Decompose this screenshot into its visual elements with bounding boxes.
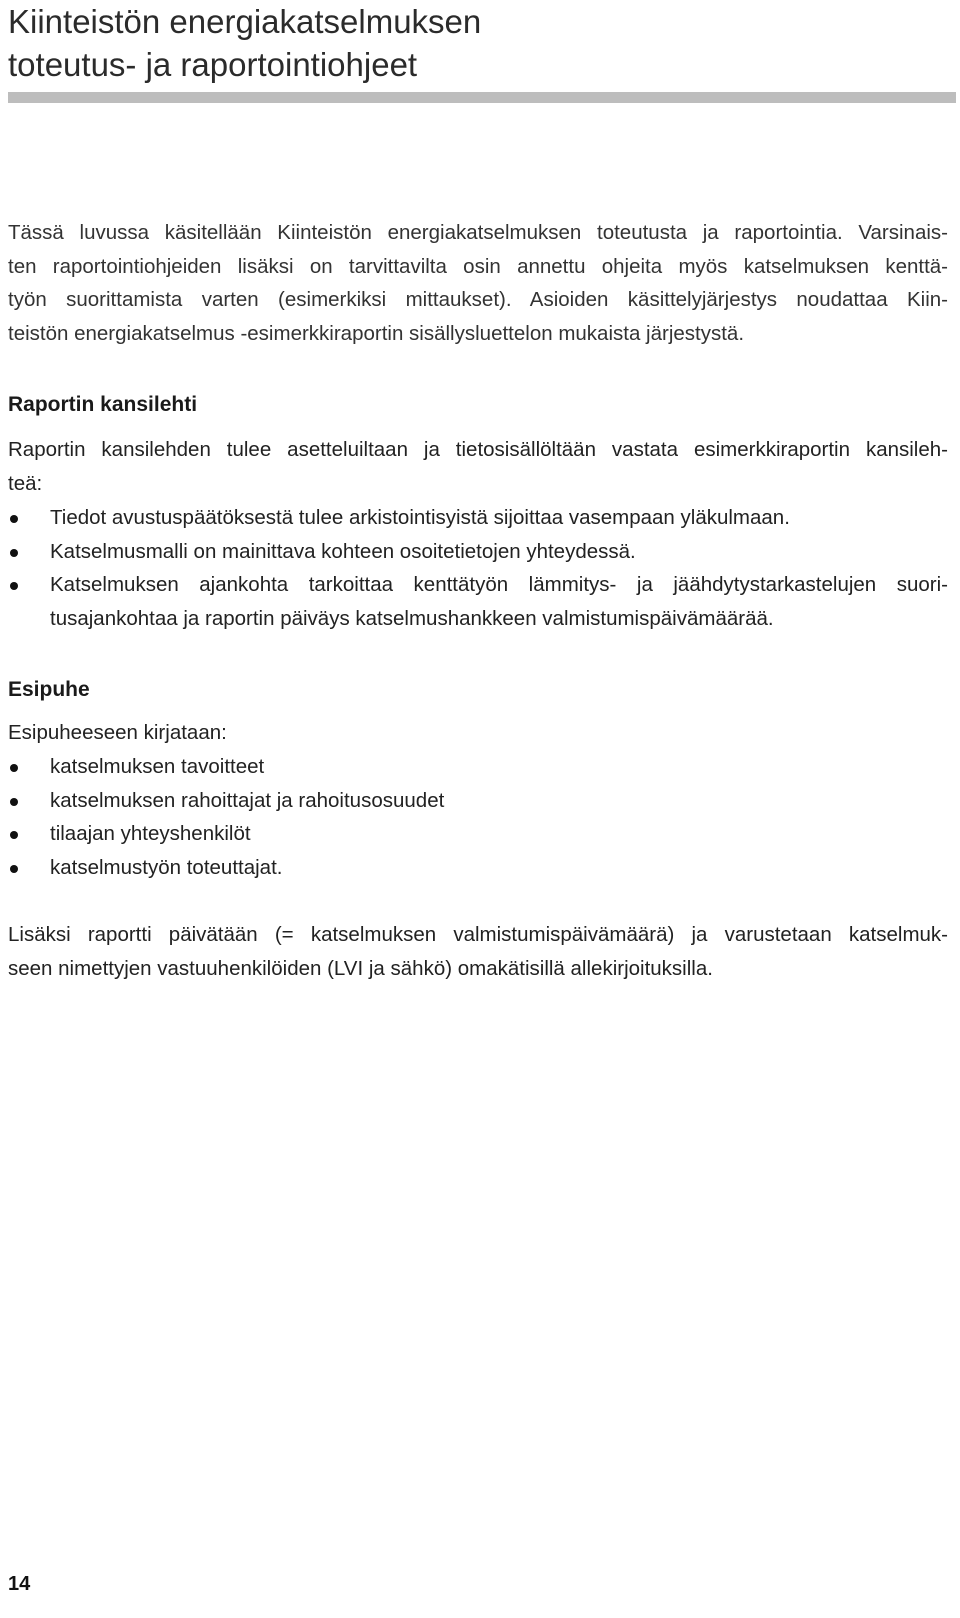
list-item-text: tusajankohtaa ja raportin päiväys katselmushankkeen valmistumispäivämäärää. <box>50 606 774 630</box>
section-heading-cover-page: Raportin kansilehti <box>8 393 198 416</box>
list-item-text: Katselmusmalli on mainittava kohteen osoitetietojen yhteydessä. <box>50 539 636 563</box>
bullet-icon <box>10 865 18 873</box>
list-item <box>8 750 948 784</box>
preface-closing-paragraph <box>8 918 948 986</box>
paragraph-line: teä: <box>8 472 43 495</box>
list-item-text: katselmustyön toteuttajat. <box>50 855 283 879</box>
page-title-line-1: Kiinteistön energiakatselmuksen <box>8 3 482 40</box>
list-item <box>8 501 948 535</box>
section-heading-preface: Esipuhe <box>8 678 90 701</box>
title-rule <box>8 92 956 103</box>
list-item <box>8 535 948 569</box>
list-item-text: katselmuksen rahoittajat ja rahoitusosuudet <box>50 788 445 812</box>
bullet-icon <box>10 515 18 523</box>
bullet-icon <box>10 764 18 772</box>
paragraph-line: Esipuheeseen kirjataan: <box>8 721 227 744</box>
paragraph-line: Lisäksi raportti päivätään (= katselmuksen valmistumispäivämäärä) ja varustetaan katselmuk- <box>8 923 948 946</box>
list-item-text: Katselmuksen ajankohta tarkoittaa kenttätyön lämmitys- ja jäähdytystarkastelujen suori- <box>50 573 948 596</box>
list-item-text: Tiedot avustuspäätöksestä tulee arkistointisyistä sijoittaa vasempaan yläkulmaan. <box>50 506 790 529</box>
intro-paragraph <box>8 216 948 350</box>
bullet-icon <box>10 549 18 557</box>
bullet-icon <box>10 582 18 590</box>
list-item <box>8 817 948 851</box>
paragraph-line: seen nimettyjen vastuuhenkilöiden (LVI ja sähkö) omakätisillä allekirjoituksilla. <box>8 957 713 980</box>
intro-line: ten raportointiohjeiden lisäksi on tarvittavilta osin annettu ohjeita myös katselmuksen kenttä- <box>8 254 948 278</box>
page-number: 14 <box>8 1573 31 1595</box>
intro-line: teistön energiakatselmus -esimerkkiraportin sisällysluettelon mukaista järjestystä. <box>8 321 745 345</box>
intro-line: Tässä luvussa käsitellään Kiinteistön energiakatselmuksen toteutusta ja raportointia. Varsinais- <box>8 221 948 244</box>
bullet-icon <box>10 831 18 839</box>
list-item-text: tilaajan yhteyshenkilöt <box>50 822 251 845</box>
cover-page-bullet-list <box>8 501 948 635</box>
page-title-line-2: toteutus- ja raportointiohjeet <box>8 46 418 83</box>
preface-paragraph <box>8 716 948 750</box>
list-item <box>8 851 948 885</box>
list-item <box>8 784 948 818</box>
intro-line: työn suorittamista varten (esimerkiksi mittaukset). Asioiden käsittelyjärjestys noudattaa Kiin- <box>8 288 948 311</box>
list-item <box>8 568 948 635</box>
preface-bullet-list <box>8 750 948 884</box>
paragraph-line: Raportin kansilehden tulee asetteluiltaan ja tietosisällöltään vastata esimerkkiraportin kansileh- <box>8 438 948 461</box>
bullet-icon <box>10 798 18 806</box>
page-title <box>8 0 948 86</box>
list-item-text: katselmuksen tavoitteet <box>50 755 265 778</box>
cover-page-paragraph <box>8 433 948 501</box>
